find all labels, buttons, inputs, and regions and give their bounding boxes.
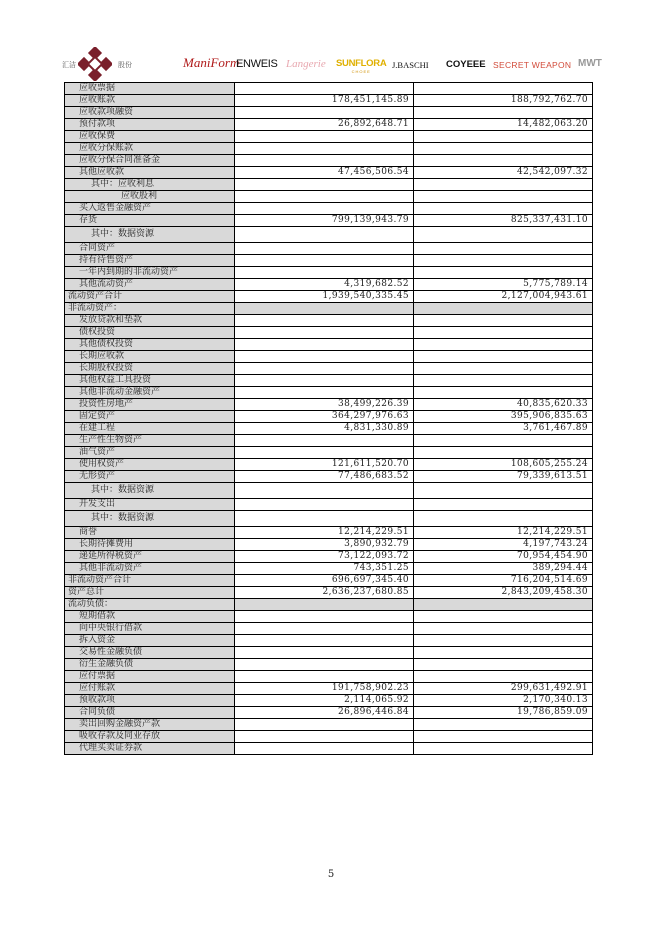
- current-period-value: [235, 611, 414, 623]
- table-row: [65, 95, 593, 107]
- current-period-value: [235, 635, 414, 647]
- brand-langerie: Langerie: [286, 58, 326, 70]
- table-row: [65, 179, 593, 191]
- prior-period-value: [414, 227, 593, 243]
- current-period-value: 4,831,330.89: [235, 423, 414, 435]
- current-period-value: [235, 255, 414, 267]
- table-row: [65, 695, 593, 707]
- prior-period-value: [414, 511, 593, 527]
- table-row: [65, 227, 593, 243]
- current-period-value: [235, 339, 414, 351]
- current-period-value: [235, 303, 414, 315]
- table-row: [65, 671, 593, 683]
- row-label: 长期应收款: [65, 351, 235, 363]
- company-name-right: 股份: [118, 61, 132, 69]
- prior-period-value: [414, 203, 593, 215]
- prior-period-value: 3,761,467.89: [414, 423, 593, 435]
- prior-period-value: 299,631,492.91: [414, 683, 593, 695]
- table-row: [65, 587, 593, 599]
- row-label: 应付账款: [65, 683, 235, 695]
- row-label: 其中：数据资源: [65, 483, 235, 499]
- prior-period-value: [414, 315, 593, 327]
- table-row: [65, 659, 593, 671]
- table-row: [65, 459, 593, 471]
- table-row: [65, 291, 593, 303]
- table-row: [65, 499, 593, 511]
- prior-period-value: [414, 339, 593, 351]
- row-label: 其他债权投资: [65, 339, 235, 351]
- prior-period-value: [414, 107, 593, 119]
- table-row: [65, 191, 593, 203]
- table-row: [65, 599, 593, 611]
- prior-period-value: [414, 499, 593, 511]
- current-period-value: 696,697,345.40: [235, 575, 414, 587]
- current-period-value: 121,611,520.70: [235, 459, 414, 471]
- row-label: 拆入资金: [65, 635, 235, 647]
- row-label: 存货: [65, 215, 235, 227]
- table-row: [65, 215, 593, 227]
- row-label: 其他权益工具投资: [65, 375, 235, 387]
- prior-period-value: [414, 483, 593, 499]
- table-row: [65, 423, 593, 435]
- current-period-value: [235, 351, 414, 363]
- prior-period-value: [414, 131, 593, 143]
- current-period-value: [235, 83, 414, 95]
- current-period-value: 799,139,943.79: [235, 215, 414, 227]
- brand-sunflora: [336, 58, 386, 74]
- company-name-left: 汇洁: [62, 61, 76, 69]
- row-label: 其中：数据资源: [65, 511, 235, 527]
- prior-period-value: [414, 83, 593, 95]
- table-row: [65, 303, 593, 315]
- prior-period-value: [414, 719, 593, 731]
- row-label: 短期借款: [65, 611, 235, 623]
- prior-period-value: 19,786,859.09: [414, 707, 593, 719]
- table-row: [65, 131, 593, 143]
- current-period-value: 73,122,093.72: [235, 551, 414, 563]
- current-period-value: [235, 435, 414, 447]
- current-period-value: 743,351.25: [235, 563, 414, 575]
- row-label: 应收账款: [65, 95, 235, 107]
- table-row: [65, 375, 593, 387]
- current-period-value: 26,896,446.84: [235, 707, 414, 719]
- prior-period-value: [414, 179, 593, 191]
- prior-period-value: [414, 243, 593, 255]
- row-label: 其他非流动资产: [65, 563, 235, 575]
- current-period-value: 191,758,902.23: [235, 683, 414, 695]
- prior-period-value: [414, 363, 593, 375]
- prior-period-value: [414, 267, 593, 279]
- prior-period-value: [414, 647, 593, 659]
- table-row: [65, 647, 593, 659]
- table-row: [65, 539, 593, 551]
- table-row: [65, 363, 593, 375]
- table-row: [65, 707, 593, 719]
- prior-period-value: 825,337,431.10: [414, 215, 593, 227]
- row-label: 递延所得税资产: [65, 551, 235, 563]
- prior-period-value: [414, 375, 593, 387]
- table-row: [65, 327, 593, 339]
- row-label: 应收票据: [65, 83, 235, 95]
- row-label: 其他非流动金融资产: [65, 387, 235, 399]
- table-row: [65, 563, 593, 575]
- table-row: [65, 399, 593, 411]
- current-period-value: [235, 143, 414, 155]
- table-row: [65, 267, 593, 279]
- current-period-value: 4,319,682.52: [235, 279, 414, 291]
- row-label: 预收款项: [65, 695, 235, 707]
- current-period-value: 47,456,506.54: [235, 167, 414, 179]
- prior-period-value: [414, 659, 593, 671]
- row-label: 非流动资产：: [65, 303, 235, 315]
- prior-period-value: 716,204,514.69: [414, 575, 593, 587]
- row-label: 投资性房地产: [65, 399, 235, 411]
- row-label: 债权投资: [65, 327, 235, 339]
- prior-period-value: 42,542,097.32: [414, 167, 593, 179]
- row-label: 吸收存款及同业存放: [65, 731, 235, 743]
- table-row: [65, 731, 593, 743]
- current-period-value: [235, 447, 414, 459]
- current-period-value: [235, 731, 414, 743]
- row-label: 其中：应收利息: [65, 179, 235, 191]
- current-period-value: [235, 387, 414, 399]
- prior-period-value: [414, 671, 593, 683]
- current-period-value: [235, 623, 414, 635]
- current-period-value: [235, 107, 414, 119]
- row-label: 应收分保账款: [65, 143, 235, 155]
- current-period-value: 364,297,976.63: [235, 411, 414, 423]
- row-label: 长期股权投资: [65, 363, 235, 375]
- row-label: 生产性生物资产: [65, 435, 235, 447]
- table-row: [65, 511, 593, 527]
- current-period-value: [235, 203, 414, 215]
- row-label: 其他流动资产: [65, 279, 235, 291]
- brand-coyeee: COYEEE: [446, 59, 486, 70]
- table-row: [65, 623, 593, 635]
- row-label: 应收分保合同准备金: [65, 155, 235, 167]
- current-period-value: 38,499,226.39: [235, 399, 414, 411]
- prior-period-value: [414, 447, 593, 459]
- prior-period-value: 2,170,340.13: [414, 695, 593, 707]
- table-row: [65, 527, 593, 539]
- table-row: [65, 435, 593, 447]
- row-label: 买入返售金融资产: [65, 203, 235, 215]
- row-label: 油气资产: [65, 447, 235, 459]
- table-row: [65, 143, 593, 155]
- table-row: [65, 611, 593, 623]
- prior-period-value: [414, 351, 593, 363]
- table-row: [65, 635, 593, 647]
- prior-period-value: [414, 255, 593, 267]
- prior-period-value: 79,339,613.51: [414, 471, 593, 483]
- current-period-value: [235, 375, 414, 387]
- table-row: [65, 719, 593, 731]
- prior-period-value: [414, 143, 593, 155]
- current-period-value: [235, 511, 414, 527]
- prior-period-value: 188,792,762.70: [414, 95, 593, 107]
- table-row: [65, 351, 593, 363]
- row-label: 应收股利: [65, 191, 235, 203]
- prior-period-value: 395,906,835.63: [414, 411, 593, 423]
- table-row: [65, 255, 593, 267]
- brand-sunflora-name: SUNFLORA: [336, 58, 387, 69]
- current-period-value: 26,892,648.71: [235, 119, 414, 131]
- prior-period-value: [414, 623, 593, 635]
- row-label: 使用权资产: [65, 459, 235, 471]
- prior-period-value: [414, 731, 593, 743]
- table-row: [65, 387, 593, 399]
- table-row: [65, 83, 593, 95]
- prior-period-value: [414, 635, 593, 647]
- current-period-value: [235, 671, 414, 683]
- current-period-value: [235, 363, 414, 375]
- current-period-value: [235, 743, 414, 755]
- row-label: 流动资产合计: [65, 291, 235, 303]
- row-label: 其他应收款: [65, 167, 235, 179]
- brand-secret-weapon: SECRET WEAPON: [493, 60, 572, 70]
- row-label: 非流动资产合计: [65, 575, 235, 587]
- row-label: 开发支出: [65, 499, 235, 511]
- prior-period-value: [414, 599, 593, 611]
- current-period-value: [235, 327, 414, 339]
- prior-period-value: [414, 155, 593, 167]
- row-label: 交易性金融负债: [65, 647, 235, 659]
- table-row: [65, 119, 593, 131]
- current-period-value: [235, 267, 414, 279]
- row-label: 一年内到期的非流动资产: [65, 267, 235, 279]
- balance-sheet-table: [64, 82, 593, 755]
- row-label: 长期待摊费用: [65, 539, 235, 551]
- table-row: [65, 743, 593, 755]
- current-period-value: [235, 155, 414, 167]
- row-label: 持有待售资产: [65, 255, 235, 267]
- table-row: [65, 683, 593, 695]
- current-period-value: 3,890,932.79: [235, 539, 414, 551]
- brand-maniform: ManiForm: [183, 55, 240, 70]
- row-label: 应付票据: [65, 671, 235, 683]
- table-row: [65, 167, 593, 179]
- table-row: [65, 471, 593, 483]
- row-label: 应收保费: [65, 131, 235, 143]
- prior-period-value: 40,835,620.33: [414, 399, 593, 411]
- prior-period-value: [414, 303, 593, 315]
- prior-period-value: [414, 611, 593, 623]
- table-row: [65, 575, 593, 587]
- current-period-value: [235, 599, 414, 611]
- brand-sunflora-sub: CHOEE: [351, 69, 371, 74]
- current-period-value: [235, 659, 414, 671]
- row-label: 合同资产: [65, 243, 235, 255]
- row-label: 合同负债: [65, 707, 235, 719]
- current-period-value: [235, 647, 414, 659]
- row-label: 固定资产: [65, 411, 235, 423]
- current-period-value: 2,114,065.92: [235, 695, 414, 707]
- current-period-value: [235, 315, 414, 327]
- table-row: [65, 279, 593, 291]
- row-label: 其中：数据资源: [65, 227, 235, 243]
- brand-enweis: ENWEIS: [236, 58, 278, 70]
- prior-period-value: [414, 387, 593, 399]
- current-period-value: [235, 499, 414, 511]
- brand-mwt: MWT: [578, 58, 602, 69]
- current-period-value: [235, 131, 414, 143]
- table-row: [65, 483, 593, 499]
- current-period-value: 77,486,683.52: [235, 471, 414, 483]
- prior-period-value: 5,775,789.14: [414, 279, 593, 291]
- prior-period-value: 4,197,743.24: [414, 539, 593, 551]
- row-label: 流动负债：: [65, 599, 235, 611]
- row-label: 向中央银行借款: [65, 623, 235, 635]
- prior-period-value: [414, 327, 593, 339]
- table-row: [65, 203, 593, 215]
- current-period-value: 12,214,229.51: [235, 527, 414, 539]
- page-number: 5: [327, 869, 335, 880]
- table-row: [65, 107, 593, 119]
- current-period-value: [235, 483, 414, 499]
- prior-period-value: 70,954,454.90: [414, 551, 593, 563]
- row-label: 无形资产: [65, 471, 235, 483]
- row-label: 发放贷款和垫款: [65, 315, 235, 327]
- current-period-value: 178,451,145.89: [235, 95, 414, 107]
- row-label: 预付款项: [65, 119, 235, 131]
- prior-period-value: [414, 435, 593, 447]
- current-period-value: [235, 243, 414, 255]
- prior-period-value: 2,127,004,943.61: [414, 291, 593, 303]
- current-period-value: [235, 179, 414, 191]
- table-row: [65, 447, 593, 459]
- company-logo-icon: [78, 47, 112, 81]
- prior-period-value: 108,605,255.24: [414, 459, 593, 471]
- prior-period-value: 2,843,209,458.30: [414, 587, 593, 599]
- row-label: 衍生金融负债: [65, 659, 235, 671]
- prior-period-value: [414, 743, 593, 755]
- current-period-value: 1,939,540,335.45: [235, 291, 414, 303]
- prior-period-value: 389,294.44: [414, 563, 593, 575]
- table-row: [65, 411, 593, 423]
- brand-jbaschi: J.BASCHI: [392, 60, 429, 70]
- table-row: [65, 551, 593, 563]
- table-row: [65, 243, 593, 255]
- table-row: [65, 315, 593, 327]
- row-label: 卖出回购金融资产款: [65, 719, 235, 731]
- row-label: 代理买卖证券款: [65, 743, 235, 755]
- row-label: 应收款项融资: [65, 107, 235, 119]
- current-period-value: [235, 191, 414, 203]
- prior-period-value: 14,482,063.20: [414, 119, 593, 131]
- prior-period-value: 12,214,229.51: [414, 527, 593, 539]
- table-row: [65, 155, 593, 167]
- current-period-value: 2,636,237,680.85: [235, 587, 414, 599]
- current-period-value: [235, 227, 414, 243]
- row-label: 资产总计: [65, 587, 235, 599]
- table-row: [65, 339, 593, 351]
- current-period-value: [235, 719, 414, 731]
- row-label: 在建工程: [65, 423, 235, 435]
- balance-sheet-body: [65, 83, 593, 755]
- page-header: [0, 0, 662, 82]
- row-label: 商誉: [65, 527, 235, 539]
- prior-period-value: [414, 191, 593, 203]
